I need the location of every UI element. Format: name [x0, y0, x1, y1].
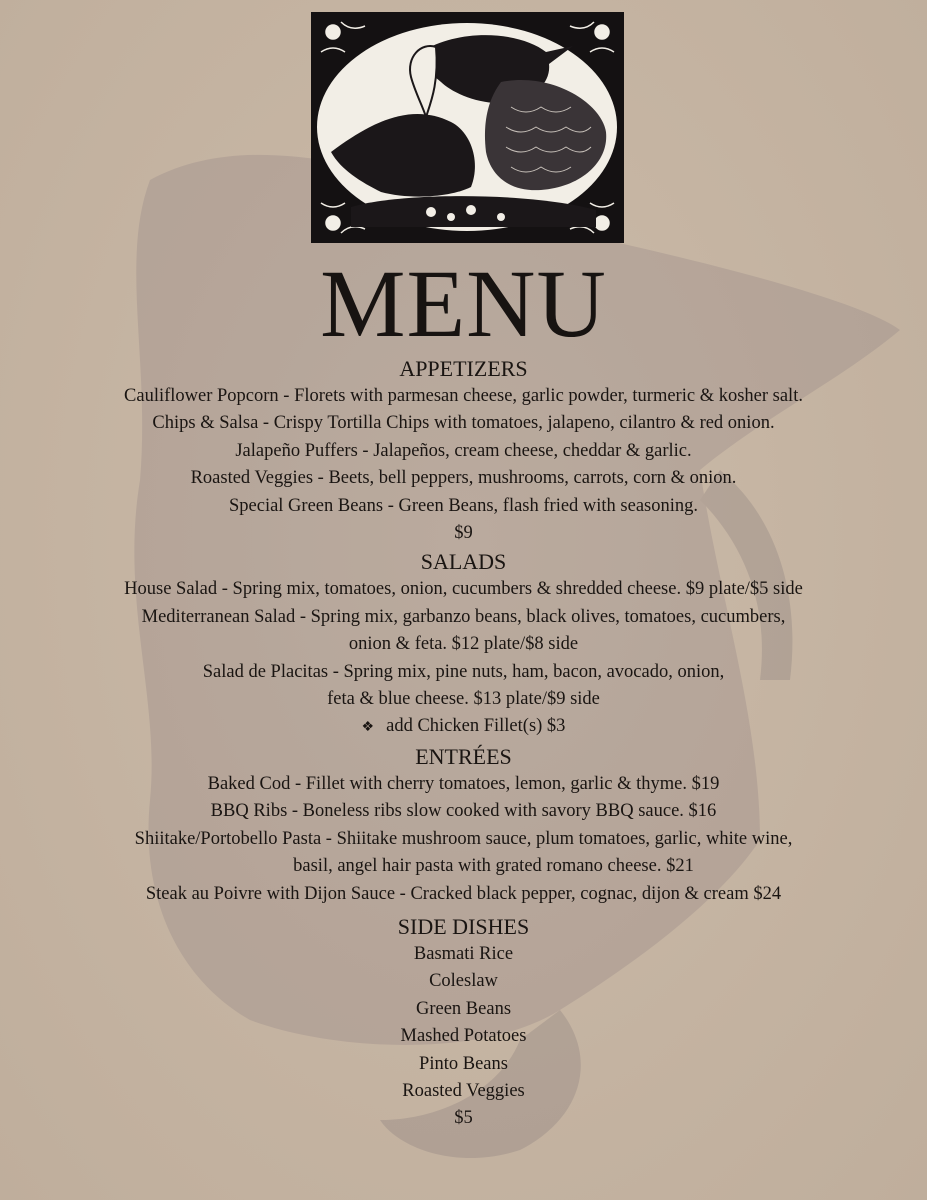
appetizer-item: Roasted Veggies - Beets, bell peppers, mushrooms, carrots, corn & onion. [190, 468, 737, 489]
salad-line: Salad de Placitas - Spring mix, pine nuts, ham, bacon, avocado, onion, [202, 661, 725, 682]
entree-line: Steak au Poivre with Dijon Sauce - Cracked black pepper, cognac, dijon & cream $24 [145, 883, 782, 904]
appetizer-item: Special Green Beans - Green Beans, flash fried with seasoning. [228, 495, 699, 516]
appetizers-price: $9 [454, 523, 473, 544]
side-item: Pinto Beans [419, 1053, 508, 1074]
entree-line: BBQ Ribs - Boneless ribs slow cooked with savory BBQ sauce. $16 [210, 801, 717, 822]
salad-line: Mediterranean Salad - Spring mix, garbanzo beans, black olives, tomatoes, cucumbers, [141, 606, 786, 627]
side-item: Basmati Rice [413, 943, 514, 964]
salad-line: onion & feta. $12 plate/$8 side [348, 634, 579, 655]
sides-price: $5 [454, 1108, 473, 1129]
side-item: Green Beans [415, 998, 512, 1019]
entree-line: basil, angel hair pasta with grated romano cheese. $21 [293, 856, 694, 877]
crow-logo-illustration [311, 12, 624, 243]
salad-addon [0, 713, 927, 741]
salad-line: feta & blue cheese. $13 plate/$9 side [327, 689, 600, 710]
appetizers-heading: APPETIZERS [399, 356, 528, 381]
appetizer-item: Jalapeño Puffers - Jalapeños, cream cheese, cheddar & garlic. [235, 440, 692, 461]
menu-content [0, 354, 927, 1133]
salads-heading: SALADS [420, 549, 507, 575]
menu-title: MENU [320, 250, 607, 357]
entree-line: Baked Cod - Fillet with cherry tomatoes, lemon, garlic & thyme. $19 [207, 773, 720, 794]
appetizer-item: Chips & Salsa - Crispy Tortilla Chips with tomatoes, jalapeno, cilantro & red onion. [152, 413, 775, 434]
side-item: Coleslaw [429, 971, 498, 992]
salad-addon-text: add Chicken Fillet(s) $3 [386, 716, 566, 737]
side-item: Mashed Potatoes [400, 1026, 527, 1047]
entrees-heading: ENTRÉES [415, 743, 512, 769]
crow-logo [311, 12, 624, 243]
diamond-bullet-icon: ❖ [361, 720, 375, 736]
appetizer-item: Cauliflower Popcorn - Florets with parmesan cheese, garlic powder, turmeric & kosher salt. [124, 386, 803, 406]
side-item: Roasted Veggies [402, 1080, 525, 1101]
sides-heading: SIDE DISHES [397, 913, 530, 939]
salad-line: House Salad - Spring mix, tomatoes, onion, cucumbers & shredded cheese. $9 plate/$5 side [124, 579, 803, 600]
entree-line: Shiitake/Portobello Pasta - Shiitake mushroom sauce, plum tomatoes, garlic, white wine, [134, 828, 793, 849]
